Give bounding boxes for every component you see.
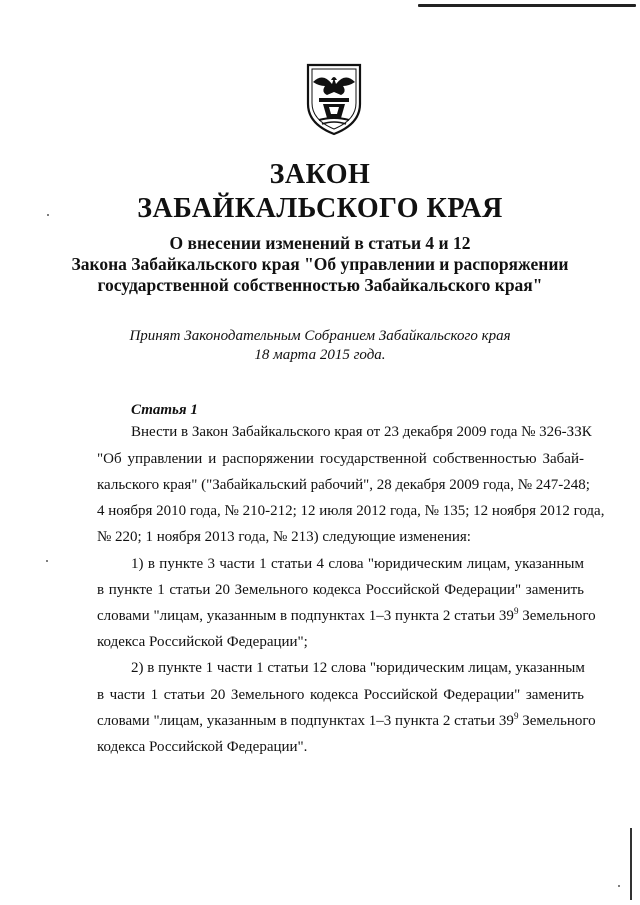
article-heading: Статья 1 [131,402,198,418]
superscript: 9 [513,711,519,721]
subtitle-line: О внесении изменений в статьи 4 и 12 [169,233,471,253]
body-text: словами "лицам, указанным в подпунктах 1–3 пункта 2 статьи 39 [97,713,514,729]
document-title-region: ЗАБАЙКАЛЬСКОГО КРАЯ [137,193,503,224]
subtitle-line: государственной собственностью Забайкальского края" [97,275,543,295]
body-line-with-superscript [97,606,596,626]
coat-of-arms-emblem [305,62,363,136]
scan-dot [46,560,48,562]
body-line: в пункте 1 статьи 20 Земельного кодекса Российской Федерации" заменить [97,582,584,598]
body-line: в части 1 статьи 20 Земельного кодекса Российской Федерации" заменить [97,687,584,703]
body-line: кодекса Российской Федерации"; [97,634,308,650]
document-title: ЗАКОН [269,159,371,190]
body-line-with-superscript [97,711,596,731]
superscript: 9 [513,606,519,616]
adoption-date: 18 марта 2015 года. [254,347,386,363]
scan-artifact-right [630,828,632,900]
adoption-note: Принят Законодательным Собранием Забайкальского края [129,328,511,344]
body-line: № 220; 1 ноября 2013 года, № 213) следующие изменения: [97,529,471,545]
body-line: кодекса Российской Федерации". [97,739,308,755]
body-text: Земельного [518,608,596,624]
body-line: 4 ноября 2010 года, № 210-212; 12 июля 2012 года, № 135; 12 ноября 2012 года, [97,503,605,519]
subtitle-line: Закона Забайкальского края "Об управлении и распоряжении [71,254,569,274]
scan-artifact-top [418,4,636,7]
body-line: 2) в пункте 1 части 1 статьи 12 слова "юридическим лицам, указанным [131,660,585,676]
body-text: словами "лицам, указанным в подпунктах 1–3 пункта 2 статьи 39 [97,608,514,624]
body-line: Внести в Закон Забайкальского края от 23 декабря 2009 года № 326-ЗЗК [131,424,592,440]
body-line: 1) в пункте 3 части 1 статьи 4 слова "юридическим лицам, указанным [131,556,584,572]
body-line: "Об управлении и распоряжении государственной собственностью Забай- [97,451,584,467]
body-text: Земельного [518,713,596,729]
body-line: кальского края" ("Забайкальский рабочий", 28 декабря 2009 года, № 247-248; [97,477,590,493]
scan-dot [618,885,620,887]
